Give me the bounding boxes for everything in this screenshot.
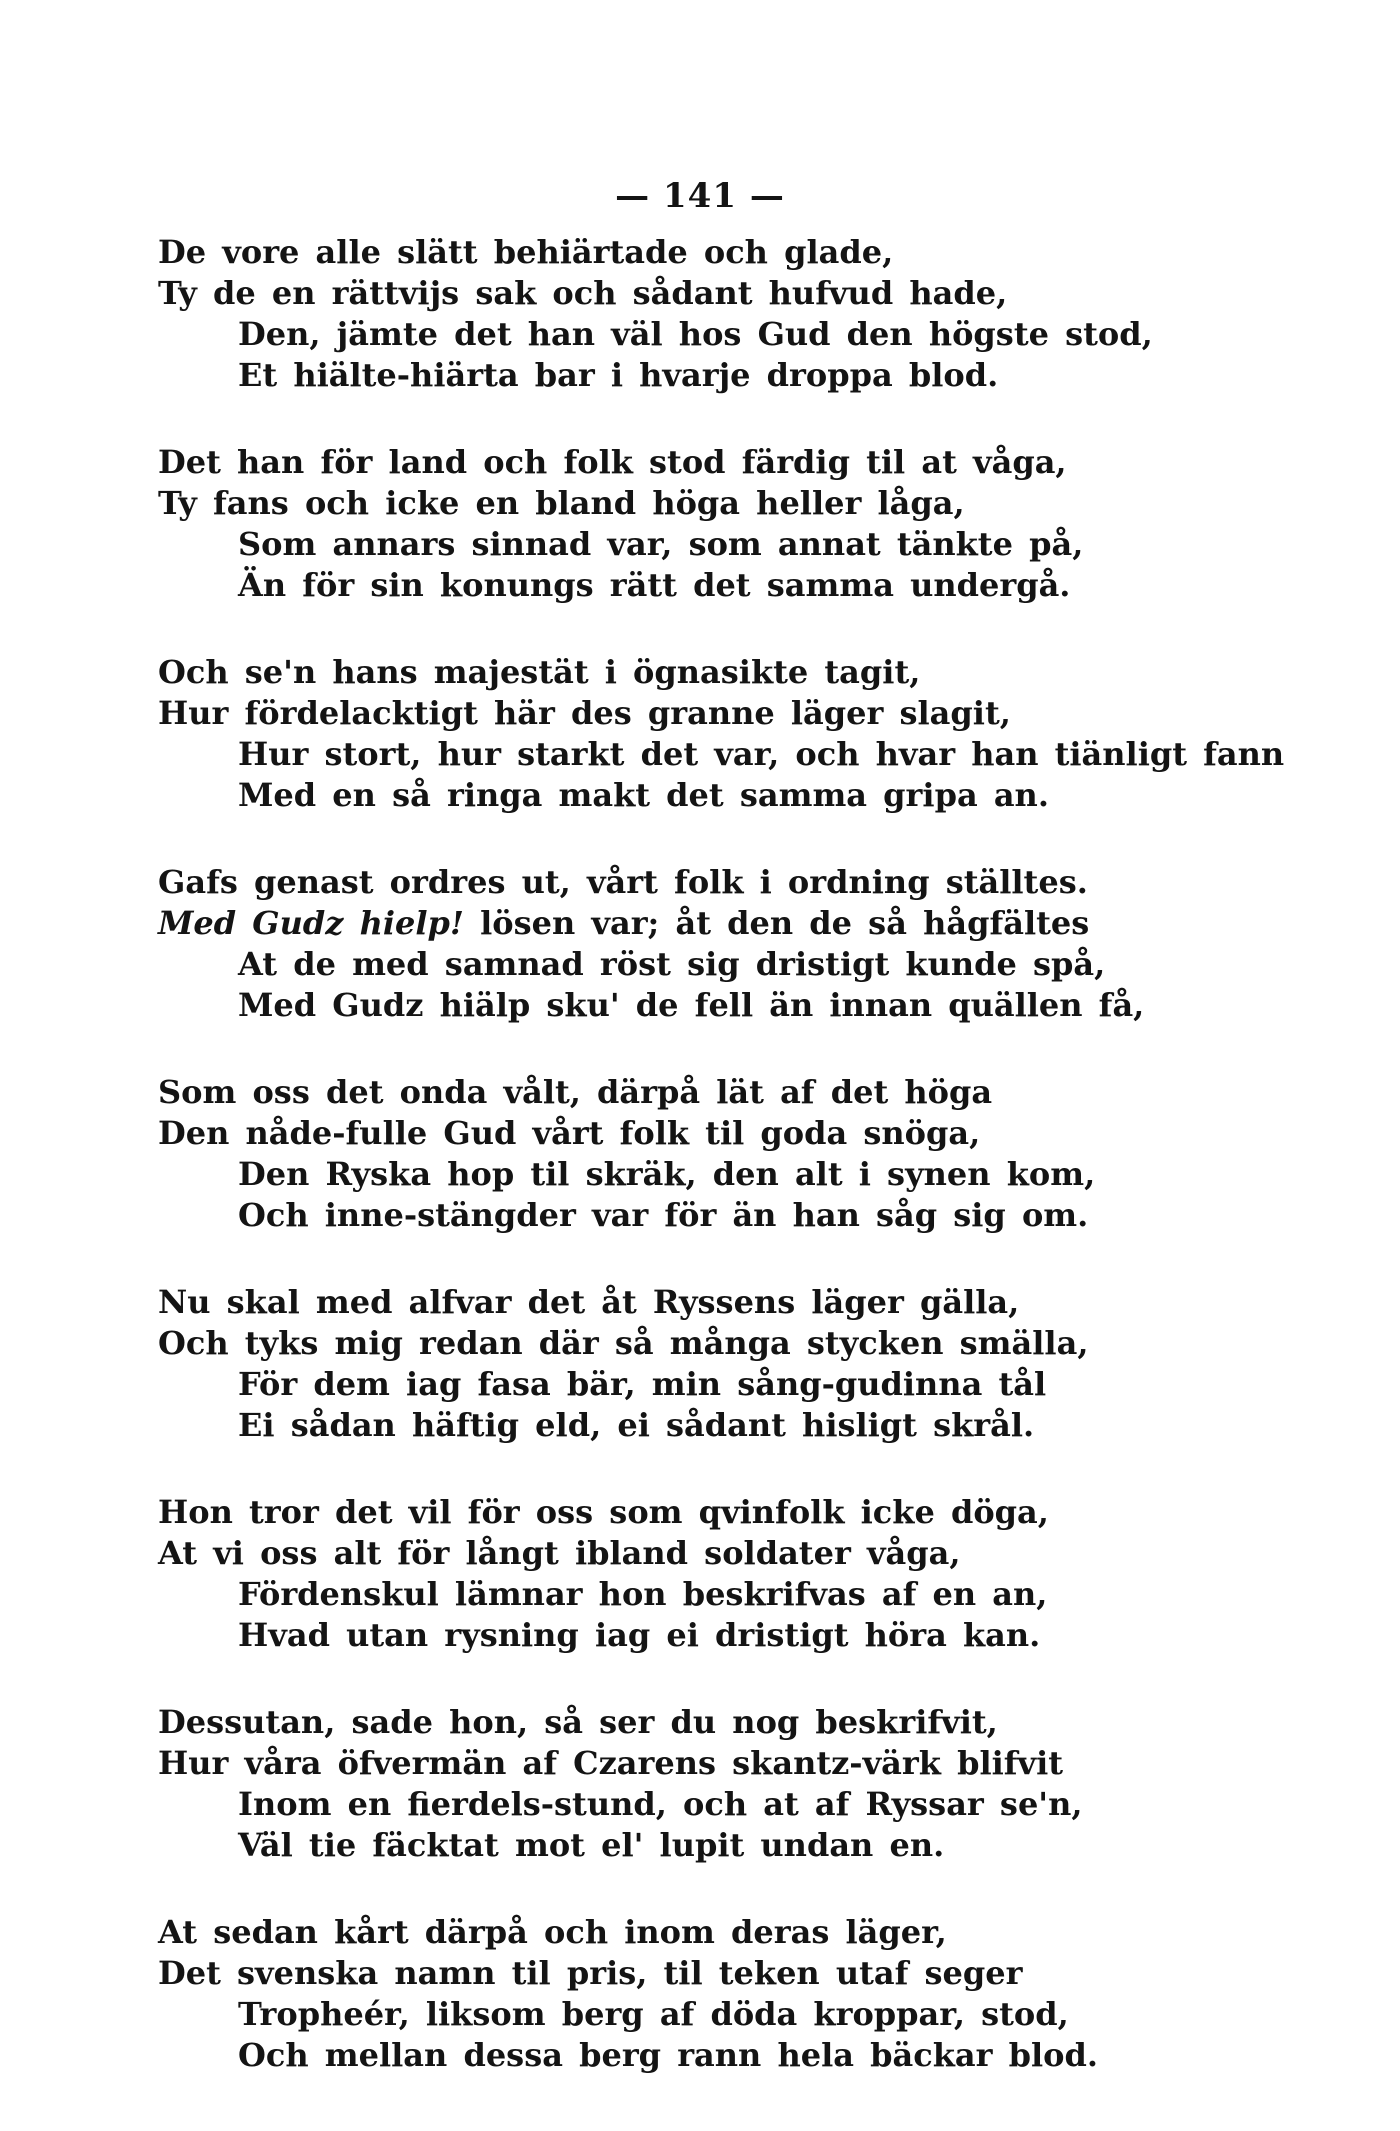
stanza xyxy=(158,862,1358,1026)
verse-line: Ei sådan häftig eld, ei sådant hisligt skrål. xyxy=(238,1406,1035,1444)
verse-line: Inom en fierdels-stund, och at af Ryssar se'n, xyxy=(238,1785,1083,1823)
verse-line: Hon tror det vil för oss som qvinfolk icke döga, xyxy=(158,1493,1049,1531)
verse-line: Den, jämte det han väl hos Gud den högste stod, xyxy=(238,315,1153,353)
verse-line: Väl tie fäcktat mot el' lupit undan en. xyxy=(238,1826,945,1864)
verse-line: Den nåde-fulle Gud vårt folk til goda snöga, xyxy=(158,1114,981,1152)
verse-line: Och se'n hans majestät i ögnasikte tagit, xyxy=(158,653,921,691)
verse-line: Dessutan, sade hon, så ser du nog beskrifvit, xyxy=(158,1703,998,1741)
verse-line: Hvad utan rysning iag ei dristigt höra kan. xyxy=(238,1616,1041,1654)
verse-line: Den Ryska hop til skräk, den alt i synen kom, xyxy=(238,1155,1096,1193)
verse-line: Hur stort, hur starkt det var, och hvar han tiänligt fann xyxy=(238,735,1285,773)
stanza xyxy=(158,232,1358,396)
verse-line: At de med samnad röst sig dristigt kunde spå, xyxy=(238,945,1106,983)
stanza xyxy=(158,652,1358,816)
verse-line: At vi oss alt för långt ibland soldater våga, xyxy=(158,1534,961,1572)
verse-line: Som annars sinnad var, som annat tänkte på, xyxy=(238,525,1084,563)
verse-line: Tropheér, liksom berg af döda kroppar, stod, xyxy=(238,1995,1069,2033)
verse-line: Hur våra öfvermän af Czarens skantz-värk blifvit xyxy=(158,1744,1064,1782)
stanza xyxy=(158,1912,1358,2076)
verse-line: Och inne-stängder var för än han såg sig om. xyxy=(238,1196,1089,1234)
stanza xyxy=(158,1282,1358,1446)
verse-line: At sedan kårt därpå och inom deras läger, xyxy=(158,1913,947,1951)
page-number: — 141 — xyxy=(615,176,785,216)
stanza xyxy=(158,442,1358,606)
verse-line: Än för sin konungs rätt det samma undergå. xyxy=(238,566,1071,604)
verse-line: Med en så ringa makt det samma gripa an. xyxy=(238,776,1049,814)
stanza xyxy=(158,1492,1358,1656)
verse-line: Fördenskul lämnar hon beskrifvas af en an, xyxy=(238,1575,1048,1613)
verse-line: De vore alle slätt behiärtade och glade, xyxy=(158,233,894,271)
verse-line: Det han för land och folk stod färdig til at våga, xyxy=(158,443,1067,481)
stanza xyxy=(158,1702,1358,1866)
poem xyxy=(158,232,1358,2122)
verse-line: Nu skal med alfvar det åt Ryssens läger gälla, xyxy=(158,1283,1020,1321)
verse-line: Med Gudz hiälp sku' de fell än innan quällen få, xyxy=(238,986,1145,1024)
verse-line: Et hiälte-hiärta bar i hvarje droppa blod. xyxy=(238,356,999,394)
verse-line xyxy=(158,903,1358,944)
stanza xyxy=(158,1072,1358,1236)
verse-line-text: lösen var; åt den de så hågfältes xyxy=(480,904,1090,942)
verse-line: Det svenska namn til pris, til teken utaf seger xyxy=(158,1954,1023,1992)
verse-line: Hur fördelacktigt här des granne läger slagit, xyxy=(158,694,1011,732)
verse-line: För dem iag fasa bär, min sång-gudinna tål xyxy=(238,1365,1047,1403)
verse-line: Ty de en rättvijs sak och sådant hufvud hade, xyxy=(158,274,1008,312)
verse-line: Gafs genast ordres ut, vårt folk i ordning ställtes. xyxy=(158,863,1088,901)
verse-line: Och mellan dessa berg rann hela bäckar blod. xyxy=(238,2036,1098,2074)
verse-line: Som oss det onda vålt, därpå lät af det höga xyxy=(158,1073,993,1111)
italic-phrase: Med Gudz hielp! xyxy=(158,904,464,942)
verse-line: Ty fans och icke en bland höga heller låga, xyxy=(158,484,965,522)
verse-line: Och tyks mig redan där så många stycken smälla, xyxy=(158,1324,1089,1362)
